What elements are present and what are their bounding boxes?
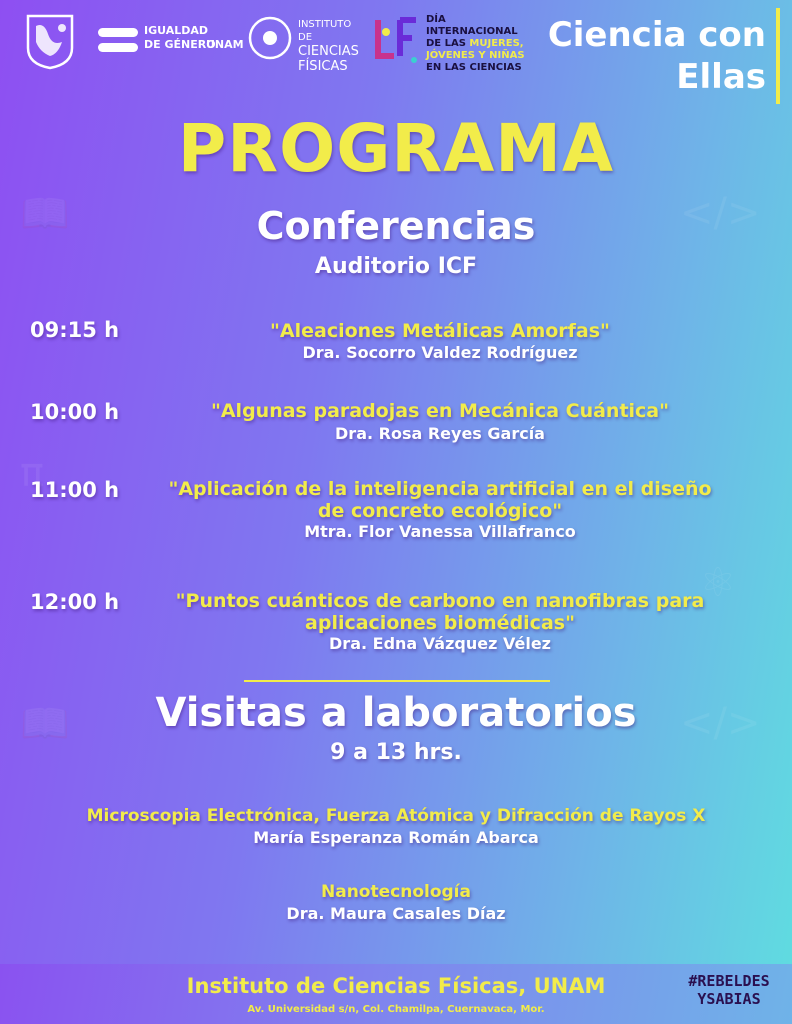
hashtag-line1: #REBELDES (688, 972, 770, 990)
footer-address: Av. Universidad s/n, Col. Chamilpa, Cuernavaca, Mor. (247, 1004, 545, 1015)
unam-seal-icon (22, 12, 78, 70)
icf-line1: INSTITUTO DE (298, 19, 352, 43)
talk-4-time: 12:00 h (30, 590, 120, 614)
igualdad-line2: DE GÉNERO (144, 38, 216, 51)
talk-4-title-line1: "Puntos cuánticos de carbono en nanofibras para (175, 590, 705, 612)
dia-line1: DÍA INTERNACIONAL (426, 14, 518, 37)
icf-circle-icon (246, 14, 294, 62)
divider-line (244, 680, 550, 682)
talk-4-title-line2: aplicaciones biomédicas" (305, 612, 575, 634)
icf-line2: CIENCIAS (298, 44, 359, 59)
ciencia-line2: Ellas (676, 57, 766, 97)
igualdad-genero-logo (96, 22, 244, 62)
dia-internacional-logo (370, 12, 530, 72)
venue-label: Auditorio ICF (314, 254, 478, 279)
talk-3-title-line1: "Aplicación de la inteligencia artificial en el diseño (168, 478, 712, 500)
dia-line2b: MUJERES, (469, 38, 524, 49)
dia-line2a: DE LAS (426, 38, 470, 49)
talk-4-speaker: Dra. Edna Vázquez Vélez (329, 634, 551, 653)
equality-icon (96, 22, 140, 58)
code-icon: </> (680, 190, 761, 236)
code-icon-2: </> (680, 700, 761, 746)
accent-bar (776, 8, 780, 104)
talk-1-time: 09:15 h (30, 318, 120, 342)
talk-3-title-line2: de concreto ecológico" (317, 500, 563, 522)
women-science-icon (370, 12, 422, 70)
section-title-visitas: Visitas a laboratorios (155, 690, 637, 736)
lab-1-person: María Esperanza Román Abarca (253, 828, 539, 847)
talk-2-time: 10:00 h (30, 400, 120, 424)
talk-3-speaker: Mtra. Flor Vanessa Villafranco (304, 522, 576, 541)
talk-1-speaker: Dra. Socorro Valdez Rodríguez (302, 343, 578, 362)
book-icon: 📖 (20, 191, 70, 237)
icf-logo (246, 14, 359, 74)
dia-line4: EN LAS CIENCIAS (426, 62, 522, 73)
talk-2-title: "Algunas paradojas en Mecánica Cuántica" (210, 400, 670, 422)
talk-2-speaker: Dra. Rosa Reyes García (335, 424, 545, 443)
lab-2-name: Nanotecnología (321, 882, 471, 902)
atom-icon: ⚛ (700, 560, 736, 606)
icf-line3: FÍSICAS (298, 59, 348, 74)
ciencia-line1: Ciencia con (547, 15, 766, 55)
talk-1-title: "Aleaciones Metálicas Amorfas" (270, 320, 610, 342)
lab-2-person: Dra. Maura Casales Díaz (286, 904, 506, 923)
page-title: PROGRAMA (177, 110, 615, 187)
igualdad-line1: IGUALDAD (144, 24, 209, 37)
unam-logo (22, 12, 78, 70)
pi-icon: π (20, 450, 45, 496)
book-icon-2: 📖 (20, 701, 70, 747)
footer-institution: Instituto de Ciencias Físicas, UNAM (186, 974, 606, 998)
visits-hours: 9 a 13 hrs. (330, 740, 462, 765)
lab-1-name: Microscopia Electrónica, Fuerza Atómica y Difracción de Rayos X (86, 806, 706, 826)
dia-line3: JÓVENES Y NIÑAS (426, 50, 525, 61)
talk-3-time: 11:00 h (30, 478, 120, 502)
section-title-conferencias: Conferencias (256, 204, 536, 248)
igualdad-unam: UNAM (206, 38, 244, 51)
hashtag-rebeldes (674, 972, 784, 1008)
hashtag-line2: YSABIAS (697, 990, 761, 1008)
ciencia-con-ellas-title (536, 14, 766, 98)
